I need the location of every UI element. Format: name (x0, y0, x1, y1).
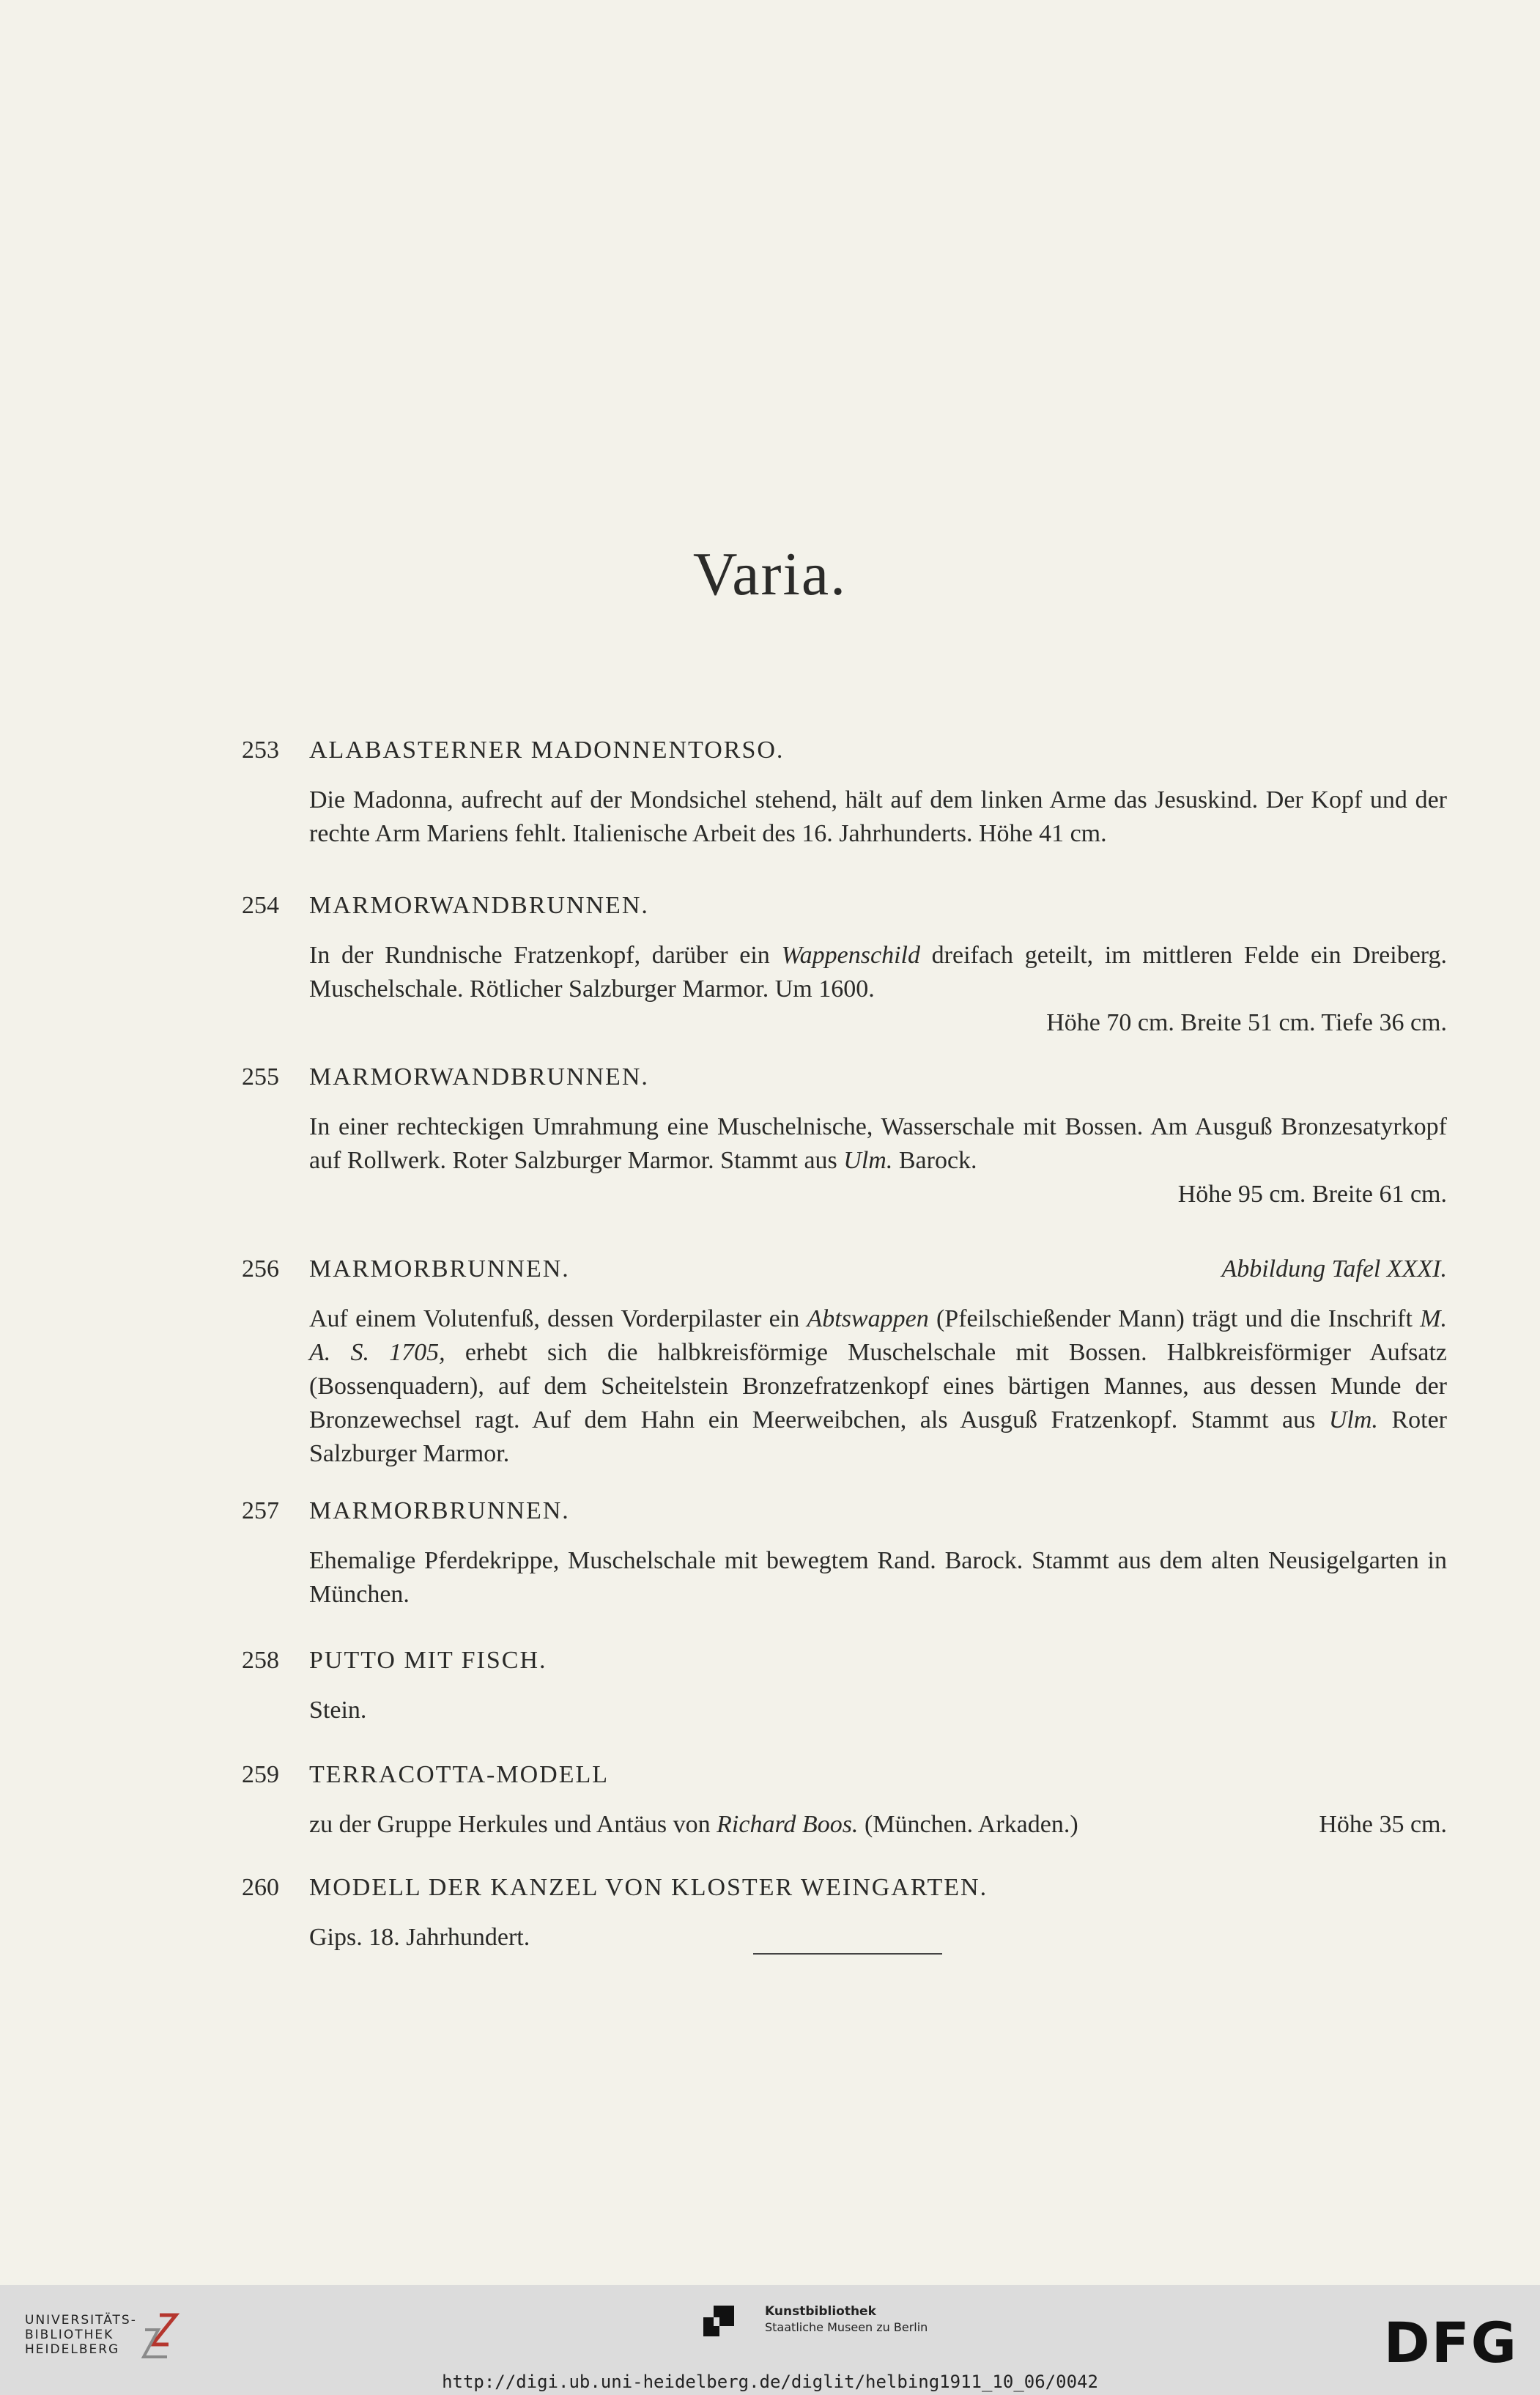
permalink-url[interactable]: http://digi.ub.uni-heidelberg.de/diglit/helbing1911_10_06/0042 (442, 2372, 1098, 2392)
dfg-logo[interactable]: DFG (1383, 2310, 1518, 2375)
entry-number: 259 (242, 1761, 279, 1788)
entry-heading: MODELL DER KANZEL VON KLOSTER WEINGARTEN. (309, 1874, 988, 1901)
end-rule (753, 1953, 942, 1955)
entry-heading: MARMORBRUNNEN. (309, 1255, 570, 1283)
entry-number: 257 (242, 1497, 279, 1524)
kunstbibliothek-logo-icon[interactable] (703, 2306, 734, 2336)
entry-description: In der Rundnische Fratzenkopf, darüber ein Wappenschild dreifach geteilt, im mittleren Felde ein Dreiberg. Muschelschale. Rötlicher Salzburger Marmor. Um 1600. Höhe 70 cm. Breite 51 cm. Tiefe 36 cm. (309, 939, 1447, 1040)
entry-number: 255 (242, 1063, 279, 1091)
entry-heading: PUTTO MIT FISCH. (309, 1647, 547, 1674)
university-logo-icon[interactable] (138, 2311, 182, 2363)
entry-description: zu der Gruppe Herkules und Antäus von Richard Boos. (München. Arkaden.) Höhe 35 cm. (309, 1808, 1447, 1842)
entry-dimensions: Höhe 35 cm. (1319, 1811, 1447, 1838)
entry-number: 258 (242, 1647, 279, 1674)
entry-number: 254 (242, 892, 279, 919)
page-title: Varia. (692, 540, 848, 608)
footer-bar (0, 2285, 1540, 2395)
entry-description: Ehemalige Pferdekrippe, Muschelschale mit bewegtem Rand. Barock. Stammt aus dem alten Neusigelgarten in München. (309, 1547, 1447, 1608)
entry-description: In einer rechteckigen Umrahmung eine Muschelnische, Wasserschale mit Bossen. Am Ausguß Bronzesatyrkopf auf Rollwerk. Roter Salzburger Marmor. Stammt aus Ulm. Barock. Höhe 95 cm. Breite 61 cm. (309, 1110, 1447, 1211)
entry-heading: MARMORWANDBRUNNEN. (309, 892, 649, 919)
plate-reference: Abbildung Tafel XXXI. (1221, 1255, 1447, 1283)
entry-heading: ALABASTERNER MADONNENTORSO. (309, 737, 785, 764)
kunstbibliothek-label[interactable]: Kunstbibliothek Staatliche Museen zu Berlin (765, 2304, 928, 2334)
entry-dimensions: Höhe 70 cm. Breite 51 cm. Tiefe 36 cm. (1046, 1009, 1447, 1036)
entry-description: Auf einem Volutenfuß, dessen Vorderpilaster ein Abtswappen (Pfeilschießender Mann) trägt und die Inschrift M. A. S. 1705, erhebt sich die halbkreisförmige Muschelschale mit Bossen. Halbkreisförmiger Aufsatz (Bossenquadern), auf dem Scheitelstein Bronzefratzenkopf eines bärtigen Mannes, aus dessen Munde der Bronzewechsel ragt. Auf dem Hahn ein Meerweibchen, als Ausguß Fratzenkopf. Stammt aus Ulm. Roter Salzburger Marmor. (309, 1305, 1447, 1467)
entry-heading: TERRACOTTA-MODELL (309, 1761, 610, 1788)
entry-dimensions: Höhe 95 cm. Breite 61 cm. (1177, 1181, 1447, 1208)
entry-number: 256 (242, 1255, 279, 1283)
entry-number: 260 (242, 1874, 279, 1901)
entry-number: 253 (242, 737, 279, 764)
entry-description: Stein. (309, 1697, 367, 1724)
entry-heading: MARMORWANDBRUNNEN. (309, 1063, 649, 1091)
entry-description: Gips. 18. Jahrhundert. (309, 1924, 530, 1951)
university-library-label[interactable]: UNIVERSITÄTS- BIBLIOTHEK HEIDELBERG (25, 2313, 137, 2357)
entry-description: Die Madonna, aufrecht auf der Mondsichel stehend, hält auf dem linken Arme das Jesuskind. Der Kopf und der rechte Arm Mariens fehlt. Italienische Arbeit des 16. Jahrhunderts. Höhe 41 cm. (309, 786, 1447, 847)
entry-heading: MARMORBRUNNEN. (309, 1497, 570, 1524)
